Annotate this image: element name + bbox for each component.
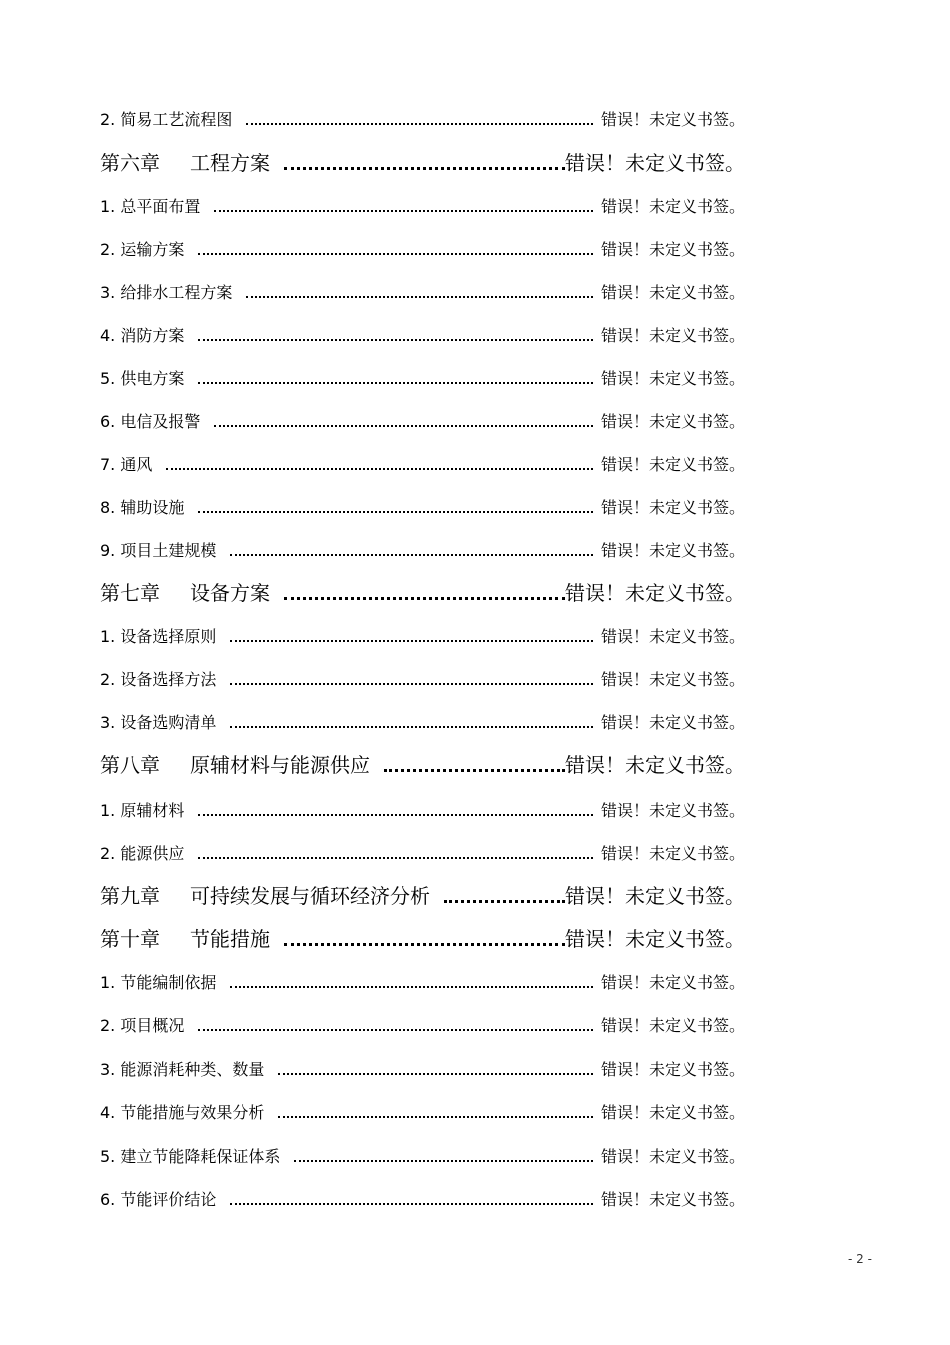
- toc-page-reference: 错误！未定义书签。: [565, 753, 745, 777]
- toc-section-entry[interactable]: [100, 108, 745, 130]
- toc-section-label: 7. 通风: [100, 455, 153, 474]
- toc-section-label: 1. 原辅材料: [100, 801, 185, 820]
- toc-section-label: 5. 建立节能降耗保证体系: [100, 1147, 281, 1166]
- toc-page-reference: 错误！未定义书签。: [565, 927, 745, 951]
- toc-chapter-label: 设备方案: [190, 581, 270, 605]
- toc-section-label: 9. 项目土建规模: [100, 541, 217, 560]
- toc-chapter-entry[interactable]: [100, 881, 745, 909]
- dot-leader: [198, 1029, 593, 1031]
- dot-leader: [230, 640, 593, 642]
- toc-chapter-number: 第八章: [100, 753, 160, 777]
- toc-section-entry[interactable]: [100, 711, 745, 733]
- toc-page-reference: 错误！未定义书签。: [565, 581, 745, 605]
- toc-chapter-title: [100, 577, 270, 606]
- toc-section-entry[interactable]: [100, 453, 745, 475]
- dot-leader: [246, 123, 593, 125]
- toc-page-reference: 错误！未定义书签。: [565, 151, 745, 175]
- toc-section-label: 6. 电信及报警: [100, 412, 201, 431]
- toc-page-reference: 错误！未定义书签。: [600, 627, 745, 646]
- toc-section-label: 3. 能源消耗种类、数量: [100, 1060, 265, 1079]
- dot-leader: [214, 210, 593, 212]
- dot-leader: [294, 1160, 593, 1162]
- toc-section-label: 4. 节能措施与效果分析: [100, 1103, 265, 1122]
- dot-leader: [198, 814, 593, 816]
- dot-leader: [278, 1116, 593, 1118]
- toc-section-label: 1. 设备选择原则: [100, 627, 217, 646]
- toc-page-reference: 错误！未定义书签。: [600, 1190, 745, 1209]
- toc-section-label: 1. 总平面布置: [100, 197, 201, 216]
- toc-chapter-label: 原辅材料与能源供应: [190, 753, 370, 777]
- toc-section-entry[interactable]: [100, 1188, 745, 1210]
- toc-page-reference: 错误！未定义书签。: [600, 844, 745, 863]
- dot-leader: [384, 769, 565, 772]
- toc-section-entry[interactable]: [100, 496, 745, 518]
- toc-section-entry[interactable]: [100, 1101, 745, 1123]
- toc-chapter-number: 第九章: [100, 884, 160, 908]
- toc-section-label: 2. 项目概况: [100, 1016, 185, 1035]
- dot-leader: [230, 683, 593, 685]
- toc-chapter-entry[interactable]: [100, 924, 745, 952]
- toc-page-reference: 错误！未定义书签。: [600, 713, 745, 732]
- dot-leader: [246, 296, 593, 298]
- toc-section-label: 3. 给排水工程方案: [100, 283, 233, 302]
- toc-section-entry[interactable]: [100, 1145, 745, 1167]
- dot-leader: [284, 597, 565, 600]
- toc-page-reference: 错误！未定义书签。: [600, 326, 745, 345]
- toc-chapter-title: [100, 880, 430, 909]
- dot-leader: [198, 339, 593, 341]
- dot-leader: [230, 986, 593, 988]
- toc-page-reference: 错误！未定义书签。: [600, 283, 745, 302]
- toc-section-entry[interactable]: [100, 410, 745, 432]
- toc-page-reference: 错误！未定义书签。: [600, 541, 745, 560]
- toc-chapter-number: 第六章: [100, 151, 160, 175]
- toc-section-entry[interactable]: [100, 799, 745, 821]
- toc-section-entry[interactable]: [100, 281, 745, 303]
- toc-chapter-entry[interactable]: [100, 148, 745, 176]
- toc-chapter-label: 节能措施: [190, 927, 270, 951]
- page-number: - 2 -: [848, 1252, 872, 1266]
- toc-section-label: 2. 简易工艺流程图: [100, 110, 233, 129]
- toc-page-reference: 错误！未定义书签。: [600, 498, 745, 517]
- toc-page-reference: 错误！未定义书签。: [600, 670, 745, 689]
- dot-leader: [214, 425, 593, 427]
- dot-leader: [166, 468, 593, 470]
- dot-leader: [198, 511, 593, 513]
- toc-page-reference: 错误！未定义书签。: [600, 1103, 745, 1122]
- toc-chapter-label: 工程方案: [190, 151, 270, 175]
- toc-section-label: 2. 设备选择方法: [100, 670, 217, 689]
- dot-leader: [284, 943, 565, 946]
- toc-section-label: 6. 节能评价结论: [100, 1190, 217, 1209]
- toc-page-reference: 错误！未定义书签。: [600, 455, 745, 474]
- toc-chapter-entry[interactable]: [100, 578, 745, 606]
- dot-leader: [198, 382, 593, 384]
- toc-chapter-number: 第七章: [100, 581, 160, 605]
- dot-leader: [198, 253, 593, 255]
- toc-section-entry[interactable]: [100, 367, 745, 389]
- toc-chapter-number: 第十章: [100, 927, 160, 951]
- toc-section-label: 2. 能源供应: [100, 844, 185, 863]
- toc-page-reference: 错误！未定义书签。: [600, 240, 745, 259]
- toc-section-entry[interactable]: [100, 668, 745, 690]
- dot-leader: [284, 167, 565, 170]
- toc-page-reference: 错误！未定义书签。: [565, 884, 745, 908]
- toc-section-entry[interactable]: [100, 195, 745, 217]
- toc-chapter-entry[interactable]: [100, 750, 745, 778]
- toc-page-reference: 错误！未定义书签。: [600, 197, 745, 216]
- toc-page-reference: 错误！未定义书签。: [600, 973, 745, 992]
- toc-chapter-label: 可持续发展与循环经济分析: [190, 884, 430, 908]
- toc-page-reference: 错误！未定义书签。: [600, 1060, 745, 1079]
- dot-leader: [230, 554, 593, 556]
- toc-chapter-title: [100, 749, 370, 778]
- dot-leader: [198, 857, 593, 859]
- toc-section-entry[interactable]: [100, 971, 745, 993]
- toc-section-entry[interactable]: [100, 1014, 745, 1036]
- toc-section-label: 3. 设备选购清单: [100, 713, 217, 732]
- toc-section-label: 1. 节能编制依据: [100, 973, 217, 992]
- toc-section-entry[interactable]: [100, 324, 745, 346]
- dot-leader: [230, 1203, 593, 1205]
- toc-page-reference: 错误！未定义书签。: [600, 801, 745, 820]
- toc-section-label: 8. 辅助设施: [100, 498, 185, 517]
- toc-chapter-title: [100, 147, 270, 176]
- dot-leader: [278, 1073, 593, 1075]
- toc-section-entry[interactable]: [100, 539, 745, 561]
- dot-leader: [444, 900, 565, 903]
- dot-leader: [230, 726, 593, 728]
- toc-chapter-title: [100, 923, 270, 952]
- toc-page-reference: 错误！未定义书签。: [600, 369, 745, 388]
- toc-section-entry[interactable]: [100, 238, 745, 260]
- toc-section-entry[interactable]: [100, 625, 745, 647]
- toc-page-reference: 错误！未定义书签。: [600, 412, 745, 431]
- toc-page-reference: 错误！未定义书签。: [600, 1016, 745, 1035]
- toc-page-reference: 错误！未定义书签。: [600, 110, 745, 129]
- toc-section-entry[interactable]: [100, 1058, 745, 1080]
- toc-section-label: 4. 消防方案: [100, 326, 185, 345]
- toc-section-label: 5. 供电方案: [100, 369, 185, 388]
- toc-section-label: 2. 运输方案: [100, 240, 185, 259]
- toc-section-entry[interactable]: [100, 842, 745, 864]
- toc-page-reference: 错误！未定义书签。: [600, 1147, 745, 1166]
